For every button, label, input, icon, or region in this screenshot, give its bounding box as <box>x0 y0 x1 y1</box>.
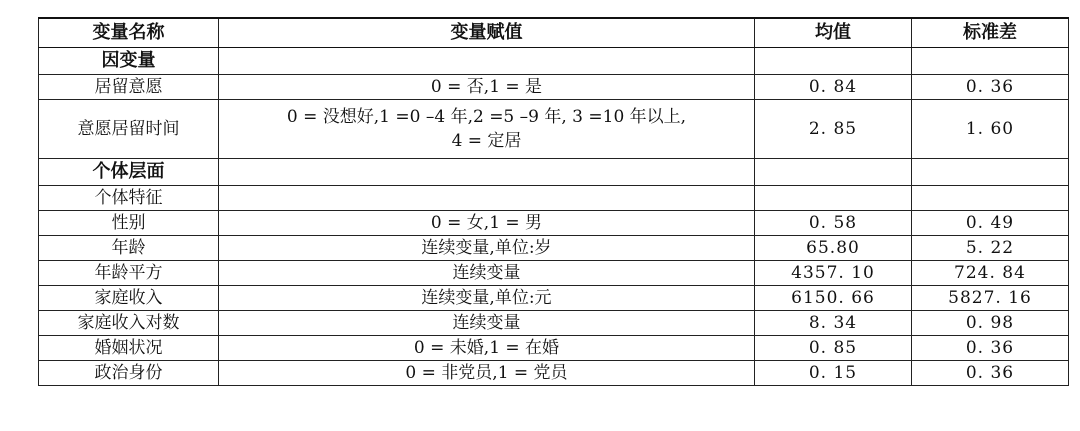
mean-cell <box>755 48 912 75</box>
mean-cell: 0. 85 <box>755 336 912 361</box>
table-row <box>39 311 1069 336</box>
variable-name-cell: 性别 <box>39 211 219 236</box>
value-cell: 连续变量,单位:元 <box>219 286 755 311</box>
section-label: 个体层面 <box>39 159 219 186</box>
sd-cell: 0. 36 <box>912 75 1069 100</box>
value-cell <box>219 100 755 159</box>
variable-statistics-table <box>38 17 1069 386</box>
value-cell: 0 = 否,1 = 是 <box>219 75 755 100</box>
mean-cell: 6150. 66 <box>755 286 912 311</box>
variable-name-cell: 政治身份 <box>39 361 219 386</box>
mean-cell <box>755 186 912 211</box>
mean-cell: 65.80 <box>755 236 912 261</box>
table-row <box>39 261 1069 286</box>
value-cell: 连续变量,单位:岁 <box>219 236 755 261</box>
table-row <box>39 75 1069 100</box>
variable-name-cell: 年龄平方 <box>39 261 219 286</box>
sd-cell: 0. 36 <box>912 336 1069 361</box>
header-mean: 均值 <box>755 18 912 48</box>
table-row <box>39 211 1069 236</box>
table-row <box>39 100 1069 159</box>
sd-cell: 724. 84 <box>912 261 1069 286</box>
variable-name-cell: 家庭收入 <box>39 286 219 311</box>
mean-cell: 8. 34 <box>755 311 912 336</box>
header-variable-value: 变量赋值 <box>219 18 755 48</box>
sd-cell: 5827. 16 <box>912 286 1069 311</box>
value-cell: 连续变量 <box>219 311 755 336</box>
value-cell-text: 0 = 没想好,1 =0 –4 年,2 =5 –9 年, 3 =10 年以上, 4 = 定居 <box>286 107 687 151</box>
value-cell <box>219 159 755 186</box>
table-row <box>39 186 1069 211</box>
sd-cell <box>912 48 1069 75</box>
table-header-row <box>39 18 1069 48</box>
sd-cell <box>912 159 1069 186</box>
variable-name-cell: 意愿居留时间 <box>39 100 219 159</box>
mean-cell: 4357. 10 <box>755 261 912 286</box>
sd-cell: 5. 22 <box>912 236 1069 261</box>
mean-cell: 0. 58 <box>755 211 912 236</box>
table-row <box>39 236 1069 261</box>
subsection-label: 个体特征 <box>39 186 219 211</box>
variable-name-cell: 家庭收入对数 <box>39 311 219 336</box>
value-cell <box>219 48 755 75</box>
table-row <box>39 159 1069 186</box>
table-row <box>39 361 1069 386</box>
sd-cell: 0. 36 <box>912 361 1069 386</box>
value-cell: 0 = 非党员,1 = 党员 <box>219 361 755 386</box>
header-variable-name: 变量名称 <box>39 18 219 48</box>
variable-name-cell: 居留意愿 <box>39 75 219 100</box>
sd-cell: 1. 60 <box>912 100 1069 159</box>
sd-cell <box>912 186 1069 211</box>
header-std-dev: 标准差 <box>912 18 1069 48</box>
sd-cell: 0. 49 <box>912 211 1069 236</box>
mean-cell <box>755 159 912 186</box>
mean-cell: 2. 85 <box>755 100 912 159</box>
value-cell: 0 = 未婚,1 = 在婚 <box>219 336 755 361</box>
value-cell <box>219 186 755 211</box>
mean-cell: 0. 15 <box>755 361 912 386</box>
value-cell: 连续变量 <box>219 261 755 286</box>
table-row <box>39 286 1069 311</box>
value-cell: 0 = 女,1 = 男 <box>219 211 755 236</box>
variable-name-cell: 年龄 <box>39 236 219 261</box>
table-row <box>39 48 1069 75</box>
table-row <box>39 336 1069 361</box>
section-label: 因变量 <box>39 48 219 75</box>
sd-cell: 0. 98 <box>912 311 1069 336</box>
mean-cell: 0. 84 <box>755 75 912 100</box>
variable-name-cell: 婚姻状况 <box>39 336 219 361</box>
